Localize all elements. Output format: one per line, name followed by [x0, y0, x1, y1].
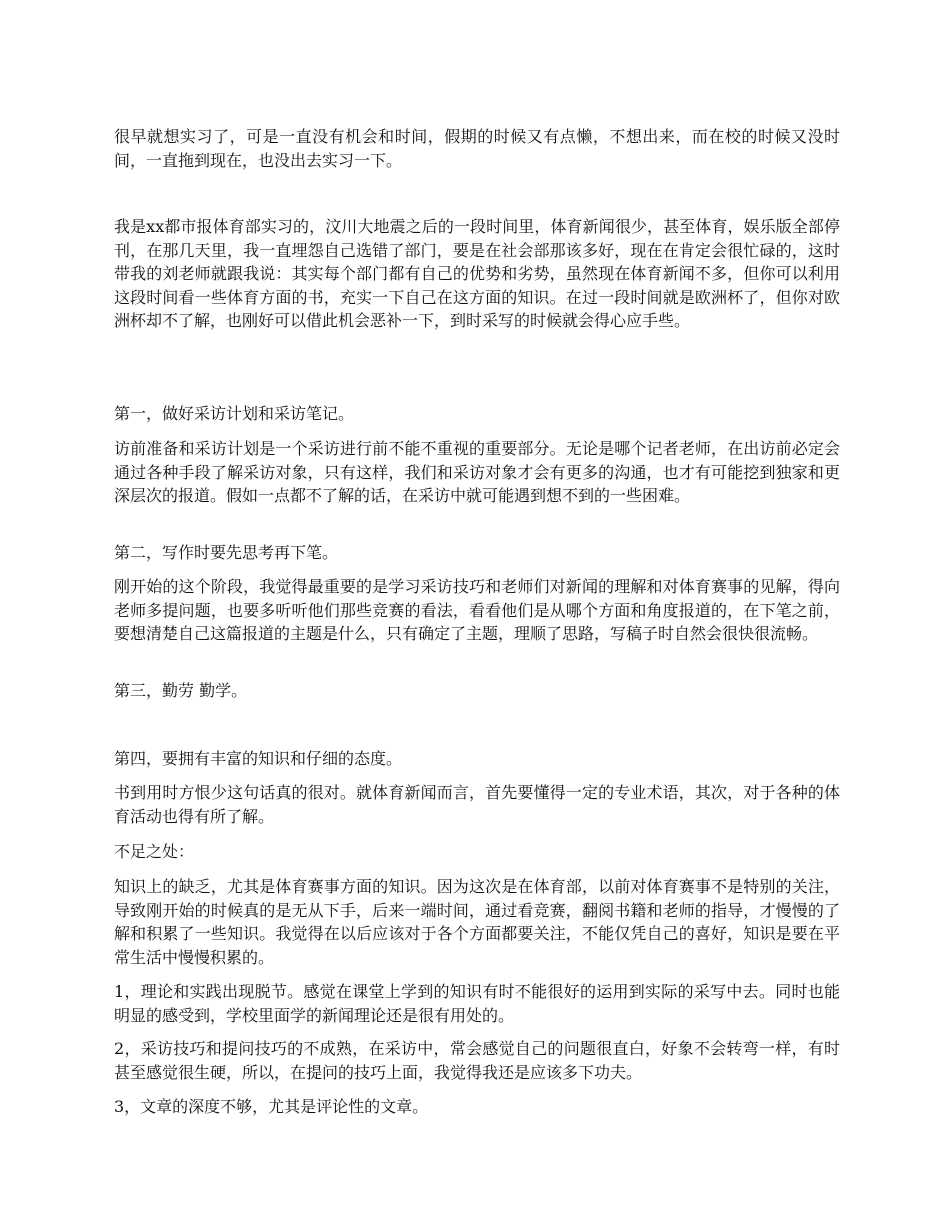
list-item-two: 2，采访技巧和提问技巧的不成熟，在采访中，常会感觉自己的问题很直白，好象不会转弯一样，有时甚至感觉很生硬，所以，在提问的技巧上面，我觉得我还是应该多下功夫。	[114, 1039, 840, 1082]
paragraph-intro: 很早就想实习了，可是一直没有机会和时间，假期的时候又有点懒，不想出来，而在校的时候又没时间，一直拖到现在，也没出去实习一下。	[114, 127, 840, 170]
list-item-one: 1，理论和实践出现脱节。感觉在课堂上学到的知识有时不能很好的运用到实际的采写中去。同时也能明显的感受到，学校里面学的新闻理论还是很有用处的。	[114, 982, 840, 1025]
heading-point-three: 第三，勤劳 勤学。	[114, 681, 248, 700]
heading-point-one: 第一，做好采访计划和采访笔记。	[114, 404, 355, 423]
paragraph-point-two: 刚开始的这个阶段，我觉得最重要的是学习采访技巧和老师们对新闻的理解和对体育赛事的见解，得向老师多提问题，也要多听听他们那些竞赛的看法，看看他们是从哪个方面和角度报道的，在下笔之前，要想清楚自己这篇报道的主题是什么，只有确定了主题，理顺了思路，写稿子时自然会很快很流畅。	[114, 577, 840, 643]
heading-point-four: 第四，要拥有丰富的知识和仔细的态度。	[114, 749, 403, 768]
paragraph-point-one: 访前准备和采访计划是一个采访进行前不能不重视的重要部分。无论是哪个记者老师，在出访前必定会通过各种手段了解采访对象，只有这样，我们和采访对象才会有更多的沟通，也才有可能挖到独家和更深层次的报道。假如一点都不了解的话，在采访中就可能遇到想不到的一些困难。	[114, 439, 840, 505]
paragraph-shortcomings: 知识上的缺乏，尤其是体育赛事方面的知识。因为这次是在体育部，以前对体育赛事不是特别的关注，导致刚开始的时候真的是无从下手，后来一端时间，通过看竞赛，翻阅书籍和老师的指导，才慢慢的了解和积累了一些知识。我觉得在以后应该对于各个方面都要关注，不能仅凭自己的喜好，知识是要在平常生活中慢慢积累的。	[114, 877, 840, 967]
list-item-three: 3，文章的深度不够，尤其是评论性的文章。	[114, 1097, 429, 1116]
paragraph-internship-background: 我是xx都市报体育部实习的，汶川大地震之后的一段时间里，体育新闻很少，甚至体育，娱乐版全部停刊，在那几天里，我一直埋怨自己选错了部门，要是在社会部那该多好，现在在肯定会很忙碌的，这时带我的刘老师就跟我说：其实每个部门都有自己的优势和劣势，虽然现在体育新闻不多，但你可以利用这段时间看一些体育方面的书，充实一下自己在这方面的知识。在过一段时间就是欧洲杯了，但你对欧洲杯却不了解，也刚好可以借此机会恶补一下，到时采写的时候就会得心应手些。	[114, 217, 840, 330]
heading-shortcomings: 不足之处：	[114, 842, 195, 861]
paragraph-point-four: 书到用时方恨少这句话真的很对。就体育新闻而言，首先要懂得一定的专业术语，其次，对于各种的体育活动也得有所了解。	[114, 783, 840, 826]
heading-point-two: 第二，写作时要先思考再下笔。	[114, 543, 339, 562]
